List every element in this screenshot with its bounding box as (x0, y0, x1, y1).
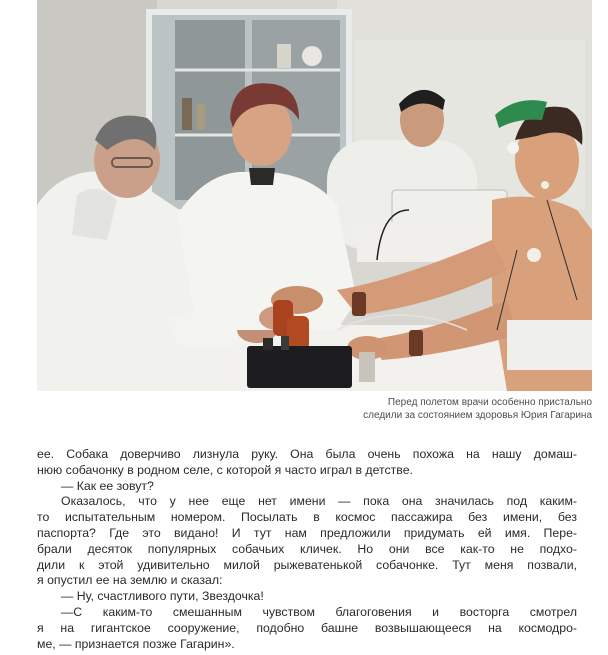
text-line: паспорта? Где это видано! И тут нам предложили придумать ей имя. Пере- (37, 525, 577, 540)
caption-line: Перед полетом врачи особенно пристально (387, 397, 592, 408)
text-line: я опустил ее на землю и сказал: (37, 573, 223, 588)
text-line: то испытательным номером. Посылать в космос пассажира без имени, без (37, 510, 577, 525)
text-line: Оказалось, что у нее еще нет имени — пока она значилась под каким- (61, 494, 577, 509)
text-line: ме, — признается позже Гагарин». (37, 636, 235, 651)
text-line: дили к этой удивительно милой рыжеватенькой собачонке. Тут меня позвали, (37, 557, 577, 572)
dialogue-line: — Ну, счастливого пути, Звездочка! (61, 589, 264, 604)
dialogue-line: — Как ее зовут? (61, 478, 154, 493)
text-line: ее. Собака доверчиво лизнула руку. Она была очень похожа на нашу домаш- (37, 447, 577, 461)
medical-exam-photo (37, 0, 592, 391)
dialogue-line: —С каким-то смешанным чувством благоговения и восторга смотрел (61, 604, 577, 619)
caption-line: следили за состоянием здоровья Юрия Гагарина (363, 410, 592, 421)
text-line: брали десяток популярных собачьих кличек. Но они все как-то не подхо- (37, 541, 577, 556)
photo-caption (262, 396, 592, 422)
text-line: я на гигантское сооружение, подобно башне возвышающееся на космодро- (37, 620, 577, 635)
body-text (37, 447, 577, 652)
text-line: нюю собачонку в родном селе, с которой я часто играл в детстве. (37, 462, 413, 477)
